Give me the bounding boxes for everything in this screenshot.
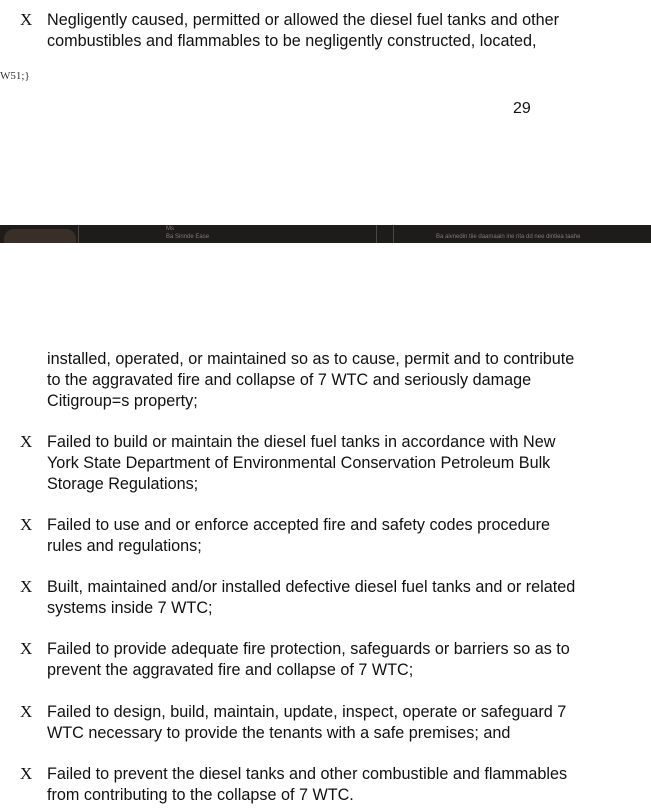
page-number: 29 [513, 100, 531, 117]
bullet-marker: X [20, 764, 33, 783]
bullet-marker: X [20, 702, 33, 721]
list-item-text: Failed to provide adequate fire protection, safeguards or barriers so as to prevent the aggravated fire and collapse of 7 WTC; [47, 640, 570, 679]
bar-text: Ba aivnedin tiie daamaain ine rita dd nee dintiea taahe [436, 234, 581, 240]
continuation-text: installed, operated, or maintained so as to cause, permit and to contribute to the aggravated fire and collapse of 7 WTC and seriously damage Citigroup=s property; [47, 350, 575, 410]
bar-text: Ba Sinnde Ease [166, 234, 210, 240]
top-page-fragment [0, 0, 651, 225]
bullet-marker: X [20, 515, 33, 534]
list-item-text: Failed to design, build, maintain, update, inspect, operate or safeguard 7 WTC necessary to provide the tenants with a safe premises; and [47, 703, 567, 742]
bullet-marker: X [20, 639, 33, 658]
list-item-text: Built, maintained and/or installed defective diesel fuel tanks and or related systems inside 7 WTC; [47, 578, 576, 617]
stray-code-text: W51;} [0, 70, 30, 82]
bar-separator [393, 225, 394, 243]
list-item-text: Failed to build or maintain the diesel fuel tanks in accordance with New York State Department of Environmental Conservation Petroleum Bulk Storage Regulations; [47, 433, 556, 493]
bar-separator [78, 225, 79, 243]
page-divider-bar [0, 225, 651, 243]
list-item-text: Failed to use and or enforce accepted fire and safety codes procedure rules and regulations; [47, 516, 551, 555]
scan-artifact-shape [4, 229, 76, 243]
bullet-marker: X [20, 432, 33, 451]
bottom-page-fragment [0, 243, 651, 812]
list-item-text: Negligently caused, permitted or allowed the diesel fuel tanks and other combustibles and flammables to be negligently constructed, located, [47, 11, 560, 50]
bar-separator [376, 225, 377, 243]
bullet-marker: X [20, 577, 33, 596]
bar-text: Ms [166, 226, 174, 232]
list-item-text: Failed to prevent the diesel tanks and other combustible and flammables from contributing to the collapse of 7 WTC. [47, 765, 568, 804]
bullet-marker: X [20, 10, 33, 29]
